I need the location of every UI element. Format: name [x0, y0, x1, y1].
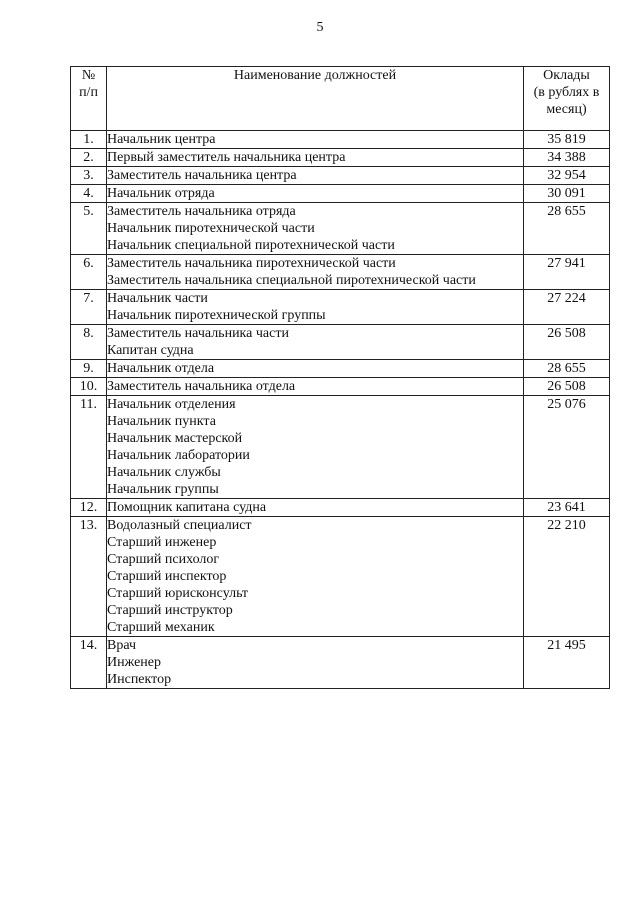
header-salary-line2: (в рублях в: [533, 85, 600, 100]
position-names-cell: [107, 255, 524, 290]
table-row: [71, 203, 610, 255]
position-name: Капитан судна: [107, 343, 194, 358]
position-name: Заместитель начальника специальной пиротехнической части: [107, 273, 476, 288]
table-row: [71, 396, 610, 499]
position-names-cell: [107, 517, 524, 637]
table-row: [71, 149, 610, 167]
position-name: Начальник службы: [107, 465, 221, 480]
position-name: Старший юрисконсульт: [107, 586, 249, 601]
position-name: Первый заместитель начальника центра: [107, 150, 346, 165]
table-body: [71, 131, 610, 689]
position-names-cell: [107, 499, 524, 517]
position-name: Начальник специальной пиротехнической части: [107, 238, 395, 253]
table-row: [71, 378, 610, 396]
row-number: 4.: [71, 185, 107, 203]
table-row: [71, 517, 610, 637]
table-row: [71, 360, 610, 378]
page-number: 5: [316, 20, 324, 35]
table-row: [71, 290, 610, 325]
position-names-cell: [107, 149, 524, 167]
position-name: Начальник центра: [107, 132, 216, 147]
salary-value: 26 508: [524, 325, 610, 360]
position-names-cell: [107, 131, 524, 149]
table-row: [71, 637, 610, 689]
row-number: 6.: [71, 255, 107, 290]
row-number: 3.: [71, 167, 107, 185]
position-name: Заместитель начальника центра: [107, 168, 297, 183]
position-names-cell: [107, 185, 524, 203]
position-names-cell: [107, 360, 524, 378]
position-names-cell: [107, 325, 524, 360]
salary-value: 34 388: [524, 149, 610, 167]
position-name: Инспектор: [107, 672, 172, 687]
position-name: Начальник лаборатории: [107, 448, 250, 463]
position-name: Водолазный специалист: [107, 518, 252, 533]
header-number-abbr: п/п: [79, 85, 98, 100]
table-row: [71, 167, 610, 185]
position-name: Начальник группы: [107, 482, 219, 497]
salary-value: 23 641: [524, 499, 610, 517]
row-number: 8.: [71, 325, 107, 360]
table-row: [71, 255, 610, 290]
table-row: [71, 185, 610, 203]
salary-value: 27 224: [524, 290, 610, 325]
header-number: [71, 67, 107, 131]
salary-table: [70, 66, 610, 689]
salary-value: 25 076: [524, 396, 610, 499]
salary-value: 28 655: [524, 203, 610, 255]
row-number: 2.: [71, 149, 107, 167]
position-names-cell: [107, 203, 524, 255]
position-name: Начальник отдела: [107, 361, 215, 376]
row-number: 9.: [71, 360, 107, 378]
position-names-cell: [107, 637, 524, 689]
row-number: 1.: [71, 131, 107, 149]
position-names-cell: [107, 378, 524, 396]
position-name: Заместитель начальника пиротехнической части: [107, 256, 396, 271]
row-number: 5.: [71, 203, 107, 255]
position-name: Старший инструктор: [107, 603, 233, 618]
position-name: Старший психолог: [107, 552, 220, 567]
position-names-cell: [107, 290, 524, 325]
table-row: [71, 325, 610, 360]
header-number-symbol: №: [81, 68, 96, 83]
row-number: 14.: [71, 637, 107, 689]
salary-value: 21 495: [524, 637, 610, 689]
position-name: Помощник капитана судна: [107, 500, 267, 515]
position-name: Заместитель начальника отдела: [107, 379, 296, 394]
position-name: Начальник пункта: [107, 414, 216, 429]
salary-value: 30 091: [524, 185, 610, 203]
salary-value: 26 508: [524, 378, 610, 396]
position-name: Старший инженер: [107, 535, 217, 550]
position-name: Начальник мастерской: [107, 431, 243, 446]
position-name: Старший инспектор: [107, 569, 227, 584]
position-name: Старший механик: [107, 620, 215, 635]
header-salary-line1: Оклады: [543, 68, 590, 83]
header-position-name: Наименование должностей: [107, 67, 524, 131]
row-number: 11.: [71, 396, 107, 499]
salary-value: 22 210: [524, 517, 610, 637]
salary-value: 27 941: [524, 255, 610, 290]
position-name: Начальник отряда: [107, 186, 215, 201]
position-name: Врач: [107, 638, 137, 653]
position-name: Начальник части: [107, 291, 208, 306]
salary-value: 28 655: [524, 360, 610, 378]
position-name: Начальник пиротехнической группы: [107, 308, 326, 323]
position-name: Заместитель начальника части: [107, 326, 289, 341]
position-names-cell: [107, 396, 524, 499]
header-salary-line3: месяц): [546, 102, 587, 117]
position-name: Начальник пиротехнической части: [107, 221, 315, 236]
table-header-row: [71, 67, 610, 131]
salary-value: 32 954: [524, 167, 610, 185]
position-names-cell: [107, 167, 524, 185]
table-row: [71, 499, 610, 517]
position-name: Заместитель начальника отряда: [107, 204, 296, 219]
position-name: Начальник отделения: [107, 397, 236, 412]
row-number: 7.: [71, 290, 107, 325]
row-number: 13.: [71, 517, 107, 637]
header-salary: [524, 67, 610, 131]
row-number: 12.: [71, 499, 107, 517]
row-number: 10.: [71, 378, 107, 396]
salary-value: 35 819: [524, 131, 610, 149]
position-name: Инженер: [107, 655, 162, 670]
table-row: [71, 131, 610, 149]
